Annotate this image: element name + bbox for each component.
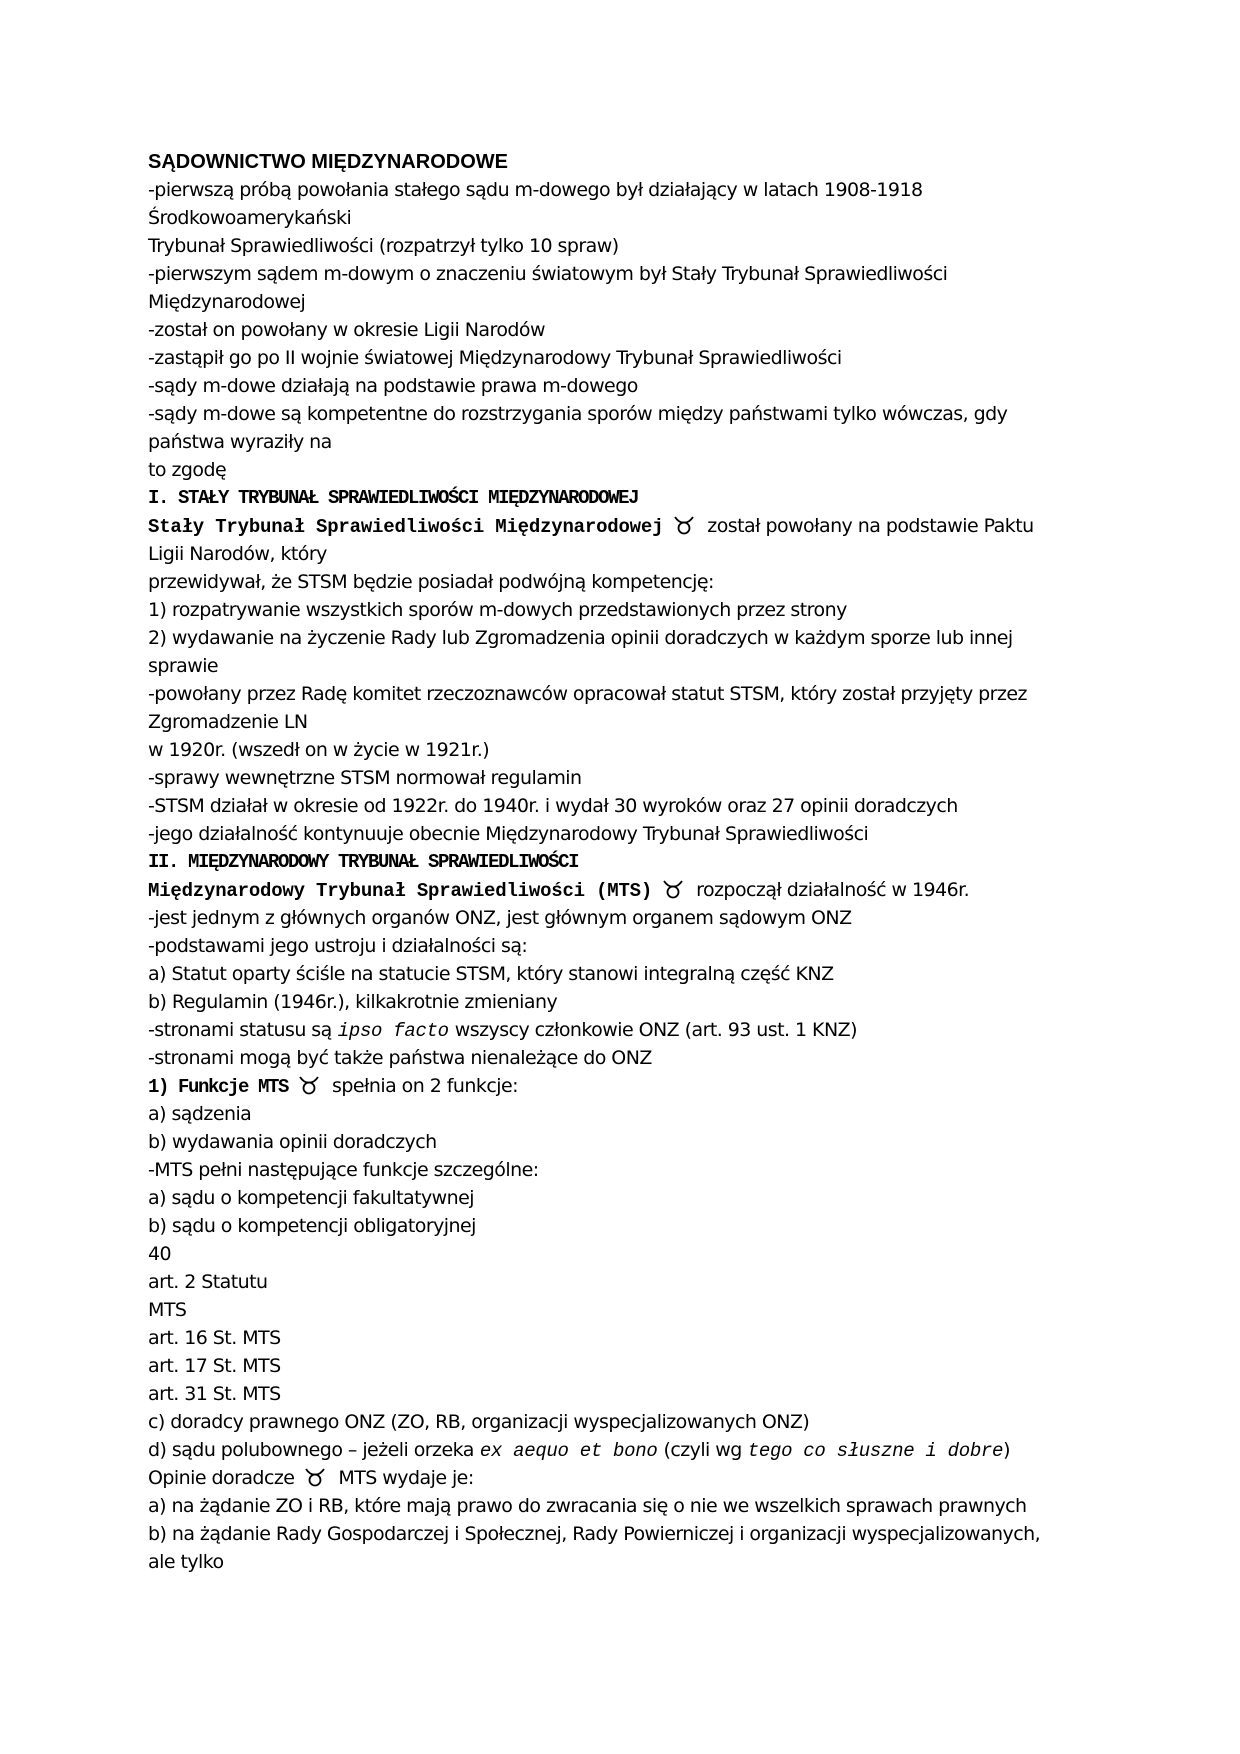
opinie-after: MTS wydaje je: (338, 1467, 474, 1489)
section-2-lead-text: rozpoczął działalność w 1946r. (696, 879, 970, 901)
text-line: a) sądu o kompetencji fakultatywnej (148, 1187, 475, 1209)
functions-line (148, 1072, 1088, 1100)
section-2-lines-b (148, 1044, 1088, 1072)
ipso-suffix: wszyscy członkowie ONZ (art. 93 ust. 1 KNZ) (454, 1019, 857, 1041)
opinie-text: Opinie doradcze (148, 1467, 295, 1489)
text-line: -jego działalność kontynuuje obecnie Międzynarodowy Trybunał Sprawiedliwości (148, 823, 869, 845)
text-line: -zastąpił go po II wojnie światowej Międzynarodowy Trybunał Sprawiedliwości (148, 347, 842, 369)
text-line: -jest jednym z głównych organów ONZ, jest głównym organem sądowym ONZ (148, 907, 852, 929)
text-line: b) na żądanie Rady Gospodarczej i Społecznej, Rady Powierniczej i organizacji wyspecjalizowanych, (148, 1523, 1041, 1545)
text-line: 40 (148, 1243, 172, 1265)
section-2-lead-term: Międzynarodowy Trybunał Sprawiedliwości (MTS) (148, 880, 653, 902)
ex-aequo-line (148, 1436, 1088, 1464)
aequo-prefix: d) sądu polubownego – jeżeli orzeka (148, 1439, 474, 1461)
text-line: art. 16 St. MTS (148, 1327, 281, 1349)
text-line: b) Regulamin (1946r.), kilkakrotnie zmieniany (148, 991, 558, 1013)
section-1-lead (148, 512, 1088, 540)
section-2-lead (148, 876, 1088, 904)
intro-list (148, 176, 1088, 484)
text-line: Trybunał Sprawiedliwości (rozpatrzył tylko 10 spraw) (148, 235, 619, 257)
text-line: ale tylko (148, 1551, 224, 1573)
text-line: przewidywał, że STSM będzie posiadał podwójną kompetencję: (148, 571, 714, 593)
text-line: sprawie (148, 655, 219, 677)
text-line: b) sądu o kompetencji obligatoryjnej (148, 1215, 476, 1237)
opinie-line (148, 1464, 1088, 1492)
text-line: Międzynarodowej (148, 291, 306, 313)
section-1-lead-text: został powołany na podstawie Paktu (707, 515, 1034, 537)
text-line: -powołany przez Radę komitet rzeczoznawców opracował statut STSM, który został przyjęty przez (148, 683, 1027, 705)
aequo-end: ) (1003, 1439, 1010, 1461)
text-line: b) wydawania opinii doradczych (148, 1131, 437, 1153)
text-line: -pierwszym sądem m-dowym o znaczeniu światowym był Stały Trybunał Sprawiedliwości (148, 263, 948, 285)
text-line: -sądy m-dowe działają na podstawie prawa m-dowego (148, 375, 638, 397)
ipso-prefix: -stronami statusu są (148, 1019, 332, 1041)
text-line: -STSM działał w okresie od 1922r. do 1940r. i wydał 30 wyroków oraz 27 opinii doradczych (148, 795, 958, 817)
ipso-term: ipso facto (337, 1020, 449, 1042)
section-1-lines (148, 540, 1088, 848)
text-line: c) doradcy prawnego ONZ (ZO, RB, organizacji wyspecjalizowanych ONZ) (148, 1411, 810, 1433)
section-1-heading: I. STAŁY TRYBUNAŁ SPRAWIEDLIWOŚCI MIĘDZYNARODOWEJ (148, 487, 639, 509)
text-line: -MTS pełni następujące funkcje szczególne: (148, 1159, 539, 1181)
taurus-symbol-icon (673, 514, 695, 536)
taurus-symbol-icon (662, 878, 684, 900)
text-line: -stronami mogą być także państwa nienależące do ONZ (148, 1047, 652, 1069)
text-line: w 1920r. (wszedł on w życie w 1921r.) (148, 739, 490, 761)
functions-term: 1) Funkcje MTS (148, 1076, 289, 1098)
text-line: Środkowoamerykański (148, 207, 352, 229)
section-2-heading: II. MIĘDZYNARODOWY TRYBUNAŁ SPRAWIEDLIWOŚCI (148, 851, 579, 873)
functions-text: spełnia on 2 funkcje: (332, 1075, 518, 1097)
section-2-lines-a (148, 904, 1088, 1016)
text-line: art. 17 St. MTS (148, 1355, 281, 1377)
text-line: art. 31 St. MTS (148, 1383, 281, 1405)
aequo-term-2: tego co słuszne i dobre (747, 1440, 1004, 1462)
text-line: państwa wyraziły na (148, 431, 332, 453)
text-line: -podstawami jego ustroju i działalności są: (148, 935, 528, 957)
text-line: -sprawy wewnętrzne STSM normował regulamin (148, 767, 582, 789)
taurus-symbol-icon (304, 1466, 326, 1488)
aequo-mid: (czyli wg (663, 1439, 742, 1461)
section-2-lines-d (148, 1492, 1088, 1576)
text-line: 1) rozpatrywanie wszystkich sporów m-dowych przedstawionych przez strony (148, 599, 847, 621)
section-2-lines-c (148, 1100, 1088, 1436)
text-line: Ligii Narodów, który (148, 543, 327, 565)
text-line: 2) wydawanie na życzenie Rady lub Zgromadzenia opinii doradczych w każdym sporze lub innej (148, 627, 1013, 649)
section-1-lead-term: Stały Trybunał Sprawiedliwości Międzynarodowej (148, 516, 664, 538)
text-line: to zgodę (148, 459, 227, 481)
text-line: a) Statut oparty ściśle na statucie STSM, który stanowi integralną część KNZ (148, 963, 834, 985)
taurus-symbol-icon (298, 1074, 320, 1096)
ipso-facto-line (148, 1016, 1088, 1044)
text-line: a) na żądanie ZO i RB, które mają prawo do zwracania się o nie we wszelkich sprawach prawnych (148, 1495, 1027, 1517)
document-page (148, 148, 1088, 1576)
text-line: Zgromadzenie LN (148, 711, 308, 733)
aequo-term: ex aequo et bono (479, 1440, 658, 1462)
text-line: -pierwszą próbą powołania stałego sądu m-dowego był działający w latach 1908-1918 (148, 179, 923, 201)
text-line: a) sądzenia (148, 1103, 252, 1125)
text-line: -został on powołany w okresie Ligii Narodów (148, 319, 545, 341)
text-line: art. 2 Statutu (148, 1271, 268, 1293)
text-line: MTS (148, 1299, 187, 1321)
document-title: SĄDOWNICTWO MIĘDZYNARODOWE (148, 151, 508, 173)
text-line: -sądy m-dowe są kompetentne do rozstrzygania sporów między państwami tylko wówczas, gdy (148, 403, 1008, 425)
